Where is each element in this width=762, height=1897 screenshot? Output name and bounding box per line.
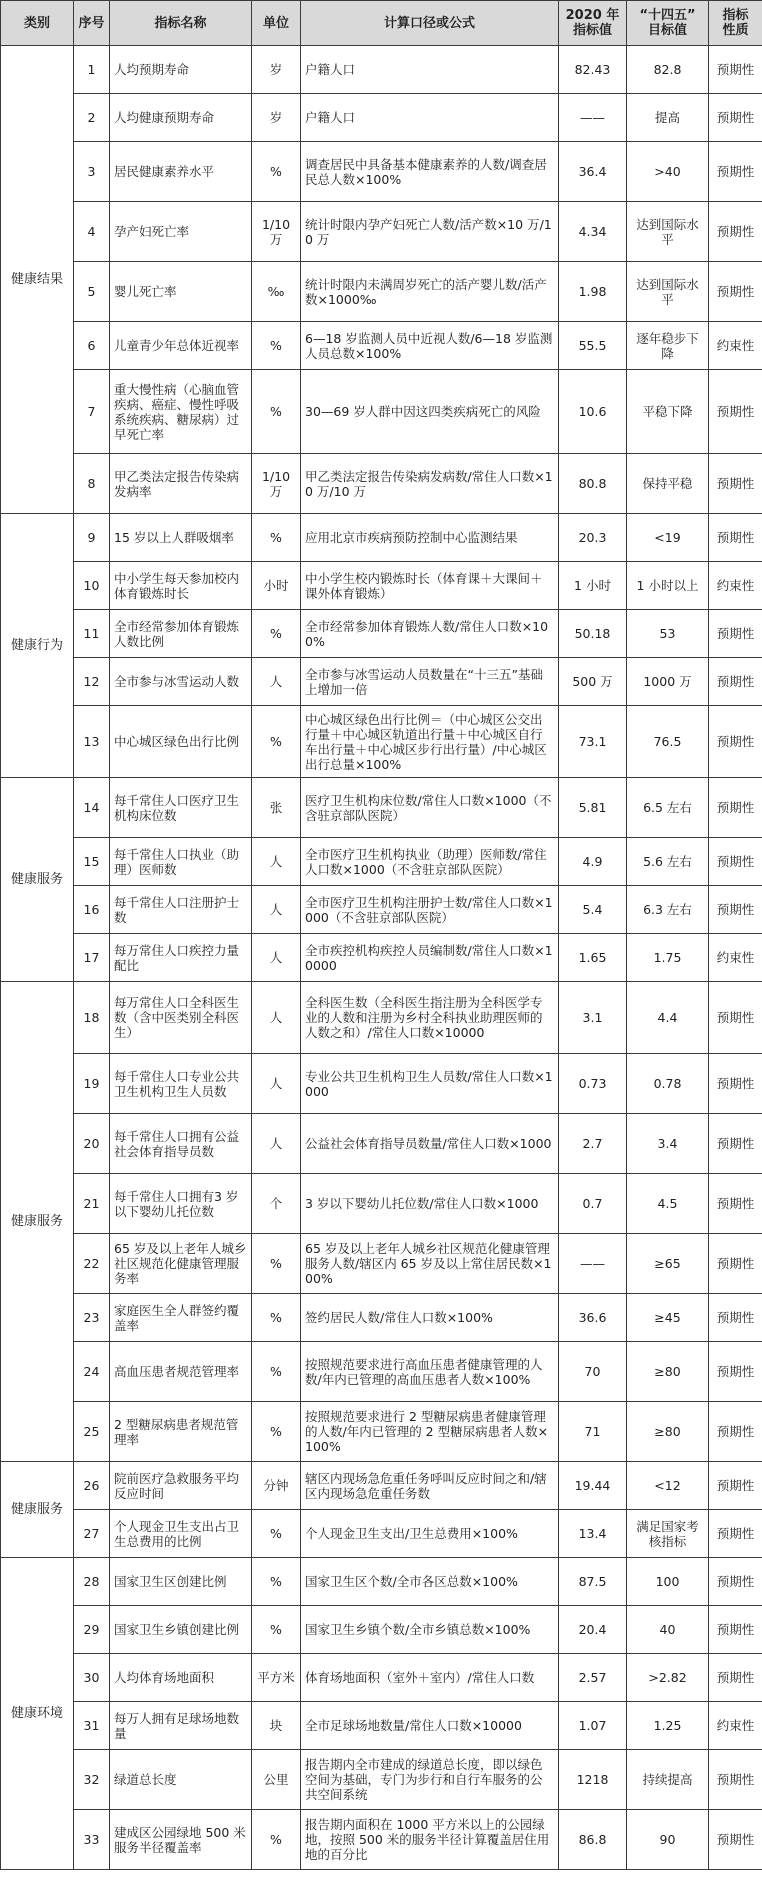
indicator-name-cell: 婴儿死亡率: [110, 262, 252, 322]
target-value-cell: 1.75: [627, 934, 709, 982]
indicator-name-cell: 每千常住人口专业公共卫生机构卫生人员数: [110, 1054, 252, 1114]
header-name: 指标名称: [110, 1, 252, 46]
header-nature: 指标 性质: [709, 1, 762, 46]
table-row: [1, 1174, 762, 1234]
value-2020-cell: 1.07: [559, 1702, 627, 1750]
table-row: [1, 1750, 762, 1810]
row-number-cell: 3: [74, 142, 110, 202]
value-2020-cell: 82.43: [559, 46, 627, 94]
unit-cell: %: [252, 1294, 301, 1342]
category-cell: 健康行为: [1, 514, 74, 778]
value-2020-cell: 71: [559, 1402, 627, 1462]
row-number-cell: 7: [74, 370, 110, 454]
table-row: [1, 262, 762, 322]
target-value-cell: <12: [627, 1462, 709, 1510]
value-2020-cell: 0.73: [559, 1054, 627, 1114]
nature-cell: 预期性: [709, 1402, 762, 1462]
indicator-name-cell: 居民健康素养水平: [110, 142, 252, 202]
header-no: 序号: [74, 1, 110, 46]
table-row: [1, 778, 762, 838]
unit-cell: %: [252, 1510, 301, 1558]
row-number-cell: 22: [74, 1234, 110, 1294]
formula-cell: 30—69 岁人群中因这四类疾病死亡的风险: [301, 370, 559, 454]
row-number-cell: 28: [74, 1558, 110, 1606]
header-formula: 计算口径或公式: [301, 1, 559, 46]
unit-cell: 岁: [252, 94, 301, 142]
indicator-name-cell: 国家卫生乡镇创建比例: [110, 1606, 252, 1654]
nature-cell: 预期性: [709, 1750, 762, 1810]
target-value-cell: 90: [627, 1810, 709, 1870]
target-value-cell: 持续提高: [627, 1750, 709, 1810]
category-cell: 健康服务: [1, 778, 74, 982]
indicator-name-cell: 人均健康预期寿命: [110, 94, 252, 142]
target-value-cell: 1000 万: [627, 658, 709, 706]
unit-cell: 公里: [252, 1750, 301, 1810]
target-value-cell: 平稳下降: [627, 370, 709, 454]
formula-cell: 统计时限内未满周岁死亡的活产婴儿数/活产数×1000‰: [301, 262, 559, 322]
row-number-cell: 20: [74, 1114, 110, 1174]
value-2020-cell: 87.5: [559, 1558, 627, 1606]
table-row: [1, 202, 762, 262]
target-value-cell: 1.25: [627, 1702, 709, 1750]
table-row: [1, 514, 762, 562]
table-row: [1, 454, 762, 514]
row-number-cell: 33: [74, 1810, 110, 1870]
indicator-name-cell: 中心城区绿色出行比例: [110, 706, 252, 778]
formula-cell: 中小学生校内锻炼时长（体育课＋大课间＋课外体育锻炼）: [301, 562, 559, 610]
header-category: 类别: [1, 1, 74, 46]
value-2020-cell: 36.6: [559, 1294, 627, 1342]
row-number-cell: 18: [74, 982, 110, 1054]
indicator-name-cell: 甲乙类法定报告传染病发病率: [110, 454, 252, 514]
formula-cell: 调查居民中具备基本健康素养的人数/调查居民总人数×100%: [301, 142, 559, 202]
value-2020-cell: 70: [559, 1342, 627, 1402]
target-value-cell: 达到国际水平: [627, 262, 709, 322]
nature-cell: 预期性: [709, 1114, 762, 1174]
table-row: [1, 886, 762, 934]
formula-cell: 医疗卫生机构床位数/常住人口数×1000（不含驻京部队医院）: [301, 778, 559, 838]
value-2020-cell: ——: [559, 1234, 627, 1294]
nature-cell: 预期性: [709, 46, 762, 94]
value-2020-cell: 55.5: [559, 322, 627, 370]
indicator-name-cell: 2 型糖尿病患者规范管理率: [110, 1402, 252, 1462]
row-number-cell: 4: [74, 202, 110, 262]
table-row: [1, 370, 762, 454]
indicator-name-cell: 国家卫生区创建比例: [110, 1558, 252, 1606]
category-cell: 健康环境: [1, 1558, 74, 1870]
value-2020-cell: 0.7: [559, 1174, 627, 1234]
target-value-cell: <19: [627, 514, 709, 562]
value-2020-cell: 19.44: [559, 1462, 627, 1510]
formula-cell: 全市疾控机构疾控人员编制数/常住人口数×10000: [301, 934, 559, 982]
formula-cell: 中心城区绿色出行比例＝（中心城区公交出行量＋中心城区轨道出行量＋中心城区自行车出行量＋中心城区步行出行量）/中心城区出行总量×100%: [301, 706, 559, 778]
nature-cell: 预期性: [709, 94, 762, 142]
indicator-name-cell: 每万常住人口疾控力量配比: [110, 934, 252, 982]
row-number-cell: 1: [74, 46, 110, 94]
category-cell: 健康结果: [1, 46, 74, 514]
table-row: [1, 1114, 762, 1174]
table-row: [1, 562, 762, 610]
formula-cell: 公益社会体育指导员数量/常住人口数×1000: [301, 1114, 559, 1174]
indicator-name-cell: 高血压患者规范管理率: [110, 1342, 252, 1402]
indicator-name-cell: 15 岁以上人群吸烟率: [110, 514, 252, 562]
unit-cell: 人: [252, 838, 301, 886]
value-2020-cell: 5.4: [559, 886, 627, 934]
row-number-cell: 16: [74, 886, 110, 934]
value-2020-cell: 73.1: [559, 706, 627, 778]
table-row: [1, 1462, 762, 1510]
nature-cell: 预期性: [709, 1174, 762, 1234]
value-2020-cell: 1.65: [559, 934, 627, 982]
value-2020-cell: 1.98: [559, 262, 627, 322]
unit-cell: %: [252, 1342, 301, 1402]
indicator-name-cell: 个人现金卫生支出占卫生总费用的比例: [110, 1510, 252, 1558]
target-value-cell: >40: [627, 142, 709, 202]
formula-cell: 应用北京市疾病预防控制中心监测结果: [301, 514, 559, 562]
table-row: [1, 142, 762, 202]
nature-cell: 约束性: [709, 934, 762, 982]
formula-cell: 全科医生数（全科医生指注册为全科医学专业的人数和注册为乡村全科执业助理医师的人数之和）/常住人口数×10000: [301, 982, 559, 1054]
formula-cell: 按照规范要求进行 2 型糖尿病患者健康管理的人数/年内已管理的 2 型糖尿病患者人数×100%: [301, 1402, 559, 1462]
row-number-cell: 21: [74, 1174, 110, 1234]
row-number-cell: 27: [74, 1510, 110, 1558]
indicator-name-cell: 每千常住人口执业（助理）医师数: [110, 838, 252, 886]
formula-cell: 报告期内面积在 1000 平方米以上的公园绿地，按照 500 米的服务半径计算覆盖居住用地的百分比: [301, 1810, 559, 1870]
table-row: [1, 1234, 762, 1294]
table-header-row: [1, 1, 762, 46]
formula-cell: 个人现金卫生支出/卫生总费用×100%: [301, 1510, 559, 1558]
nature-cell: 预期性: [709, 202, 762, 262]
target-value-cell: 4.4: [627, 982, 709, 1054]
table-row: [1, 982, 762, 1054]
indicator-name-cell: 重大慢性病（心脑血管疾病、癌症、慢性呼吸系统疾病、糖尿病）过早死亡率: [110, 370, 252, 454]
nature-cell: 预期性: [709, 1558, 762, 1606]
row-number-cell: 32: [74, 1750, 110, 1810]
row-number-cell: 12: [74, 658, 110, 706]
unit-cell: 1/10 万: [252, 202, 301, 262]
value-2020-cell: ——: [559, 94, 627, 142]
indicator-name-cell: 每千常住人口注册护士数: [110, 886, 252, 934]
value-2020-cell: 10.6: [559, 370, 627, 454]
nature-cell: 预期性: [709, 1342, 762, 1402]
formula-cell: 全市足球场地数量/常住人口数×10000: [301, 1702, 559, 1750]
target-value-cell: 满足国家考核指标: [627, 1510, 709, 1558]
value-2020-cell: 4.34: [559, 202, 627, 262]
formula-cell: 国家卫生区个数/全市各区总数×100%: [301, 1558, 559, 1606]
unit-cell: 人: [252, 658, 301, 706]
value-2020-cell: 20.4: [559, 1606, 627, 1654]
table-row: [1, 1558, 762, 1606]
formula-cell: 按照规范要求进行高血压患者健康管理的人数/年内已管理的高血压患者人数×100%: [301, 1342, 559, 1402]
value-2020-cell: 50.18: [559, 610, 627, 658]
formula-cell: 全市参与冰雪运动人员数量在“十三五”基础上增加一倍: [301, 658, 559, 706]
nature-cell: 预期性: [709, 262, 762, 322]
category-cell: 健康服务: [1, 1462, 74, 1558]
table-row: [1, 1654, 762, 1702]
unit-cell: 人: [252, 934, 301, 982]
row-number-cell: 5: [74, 262, 110, 322]
unit-cell: 人: [252, 982, 301, 1054]
row-number-cell: 23: [74, 1294, 110, 1342]
target-value-cell: >2.82: [627, 1654, 709, 1702]
indicator-name-cell: 建成区公园绿地 500 米服务半径覆盖率: [110, 1810, 252, 1870]
nature-cell: 预期性: [709, 658, 762, 706]
indicator-name-cell: 每万常住人口全科医生数（含中医类别全科医生）: [110, 982, 252, 1054]
row-number-cell: 15: [74, 838, 110, 886]
nature-cell: 预期性: [709, 838, 762, 886]
target-value-cell: 6.3 左右: [627, 886, 709, 934]
value-2020-cell: 13.4: [559, 1510, 627, 1558]
formula-cell: 报告期内全市建成的绿道总长度，即以绿色空间为基础，专门为步行和自行车服务的公共空间系统: [301, 1750, 559, 1810]
indicator-name-cell: 每千常住人口拥有公益社会体育指导员数: [110, 1114, 252, 1174]
unit-cell: 人: [252, 1054, 301, 1114]
unit-cell: %: [252, 706, 301, 778]
unit-cell: 块: [252, 1702, 301, 1750]
formula-cell: 国家卫生乡镇个数/全市乡镇总数×100%: [301, 1606, 559, 1654]
unit-cell: %: [252, 610, 301, 658]
row-number-cell: 17: [74, 934, 110, 982]
value-2020-cell: 36.4: [559, 142, 627, 202]
target-value-cell: 达到国际水平: [627, 202, 709, 262]
table-row: [1, 706, 762, 778]
target-value-cell: 82.8: [627, 46, 709, 94]
indicator-name-cell: 人均预期寿命: [110, 46, 252, 94]
header-target: “十四五” 目标值: [627, 1, 709, 46]
unit-cell: %: [252, 1810, 301, 1870]
target-value-cell: 提高: [627, 94, 709, 142]
unit-cell: 个: [252, 1174, 301, 1234]
row-number-cell: 29: [74, 1606, 110, 1654]
indicator-name-cell: 儿童青少年总体近视率: [110, 322, 252, 370]
row-number-cell: 13: [74, 706, 110, 778]
table-row: [1, 46, 762, 94]
unit-cell: %: [252, 1606, 301, 1654]
indicator-name-cell: 家庭医生全人群签约覆盖率: [110, 1294, 252, 1342]
value-2020-cell: 80.8: [559, 454, 627, 514]
formula-cell: 3 岁以下婴幼儿托位数/常住人口数×1000: [301, 1174, 559, 1234]
nature-cell: 预期性: [709, 778, 762, 838]
nature-cell: 约束性: [709, 562, 762, 610]
row-number-cell: 30: [74, 1654, 110, 1702]
target-value-cell: 76.5: [627, 706, 709, 778]
target-value-cell: ≥80: [627, 1342, 709, 1402]
target-value-cell: 40: [627, 1606, 709, 1654]
indicator-name-cell: 院前医疗急救服务平均反应时间: [110, 1462, 252, 1510]
formula-cell: 全市经常参加体育锻炼人数/常住人口数×100%: [301, 610, 559, 658]
row-number-cell: 11: [74, 610, 110, 658]
unit-cell: %: [252, 142, 301, 202]
indicator-name-cell: 全市参与冰雪运动人数: [110, 658, 252, 706]
value-2020-cell: 500 万: [559, 658, 627, 706]
nature-cell: 预期性: [709, 370, 762, 454]
table-row: [1, 1294, 762, 1342]
table-body: [1, 46, 762, 1870]
row-number-cell: 10: [74, 562, 110, 610]
formula-cell: 甲乙类法定报告传染病发病数/常住人口数×10 万/10 万: [301, 454, 559, 514]
nature-cell: 约束性: [709, 322, 762, 370]
table-row: [1, 838, 762, 886]
unit-cell: %: [252, 514, 301, 562]
nature-cell: 预期性: [709, 1510, 762, 1558]
nature-cell: 预期性: [709, 1462, 762, 1510]
table-row: [1, 1810, 762, 1870]
formula-cell: 65 岁及以上老年人城乡社区规范化健康管理服务人数/辖区内 65 岁及以上常住居民数×100%: [301, 1234, 559, 1294]
nature-cell: 约束性: [709, 1702, 762, 1750]
nature-cell: 预期性: [709, 454, 762, 514]
indicator-name-cell: 人均体育场地面积: [110, 1654, 252, 1702]
target-value-cell: 6.5 左右: [627, 778, 709, 838]
row-number-cell: 24: [74, 1342, 110, 1402]
unit-cell: 平方米: [252, 1654, 301, 1702]
unit-cell: %: [252, 370, 301, 454]
table-row: [1, 1702, 762, 1750]
formula-cell: 辖区内现场急危重任务呼叫反应时间之和/辖区内现场急危重任务数: [301, 1462, 559, 1510]
target-value-cell: 1 小时以上: [627, 562, 709, 610]
row-number-cell: 6: [74, 322, 110, 370]
nature-cell: 预期性: [709, 1810, 762, 1870]
target-value-cell: ≥45: [627, 1294, 709, 1342]
indicator-name-cell: 孕产妇死亡率: [110, 202, 252, 262]
unit-cell: ‰: [252, 262, 301, 322]
table-row: [1, 1342, 762, 1402]
formula-cell: 全市医疗卫生机构注册护士数/常住人口数×1000（不含驻京部队医院）: [301, 886, 559, 934]
table-row: [1, 934, 762, 982]
value-2020-cell: 3.1: [559, 982, 627, 1054]
nature-cell: 预期性: [709, 1234, 762, 1294]
unit-cell: 1/10 万: [252, 454, 301, 514]
unit-cell: 分钟: [252, 1462, 301, 1510]
row-number-cell: 8: [74, 454, 110, 514]
row-number-cell: 31: [74, 1702, 110, 1750]
header-value-2020: 2020 年 指标值: [559, 1, 627, 46]
unit-cell: %: [252, 1558, 301, 1606]
table-row: [1, 94, 762, 142]
nature-cell: 预期性: [709, 514, 762, 562]
nature-cell: 预期性: [709, 706, 762, 778]
category-cell: 健康服务: [1, 982, 74, 1462]
table-row: [1, 322, 762, 370]
nature-cell: 预期性: [709, 1606, 762, 1654]
value-2020-cell: 2.7: [559, 1114, 627, 1174]
value-2020-cell: 1218: [559, 1750, 627, 1810]
row-number-cell: 26: [74, 1462, 110, 1510]
formula-cell: 户籍人口: [301, 94, 559, 142]
unit-cell: 人: [252, 886, 301, 934]
table-row: [1, 1054, 762, 1114]
target-value-cell: 保持平稳: [627, 454, 709, 514]
table-row: [1, 1402, 762, 1462]
formula-cell: 体育场地面积（室外＋室内）/常住人口数: [301, 1654, 559, 1702]
row-number-cell: 14: [74, 778, 110, 838]
value-2020-cell: 20.3: [559, 514, 627, 562]
target-value-cell: 100: [627, 1558, 709, 1606]
formula-cell: 户籍人口: [301, 46, 559, 94]
target-value-cell: 53: [627, 610, 709, 658]
unit-cell: 张: [252, 778, 301, 838]
indicator-name-cell: 每千常住人口拥有3 岁以下婴幼儿托位数: [110, 1174, 252, 1234]
row-number-cell: 25: [74, 1402, 110, 1462]
target-value-cell: 5.6 左右: [627, 838, 709, 886]
unit-cell: %: [252, 1234, 301, 1294]
indicator-name-cell: 65 岁及以上老年人城乡社区规范化健康管理服务率: [110, 1234, 252, 1294]
nature-cell: 预期性: [709, 610, 762, 658]
value-2020-cell: 5.81: [559, 778, 627, 838]
row-number-cell: 2: [74, 94, 110, 142]
indicator-name-cell: 每万人拥有足球场地数量: [110, 1702, 252, 1750]
target-value-cell: ≥80: [627, 1402, 709, 1462]
table-row: [1, 1606, 762, 1654]
indicator-name-cell: 绿道总长度: [110, 1750, 252, 1810]
indicator-name-cell: 全市经常参加体育锻炼人数比例: [110, 610, 252, 658]
row-number-cell: 9: [74, 514, 110, 562]
nature-cell: 预期性: [709, 1654, 762, 1702]
value-2020-cell: 86.8: [559, 1810, 627, 1870]
target-value-cell: 逐年稳步下降: [627, 322, 709, 370]
row-number-cell: 19: [74, 1054, 110, 1114]
nature-cell: 预期性: [709, 886, 762, 934]
unit-cell: %: [252, 322, 301, 370]
target-value-cell: 3.4: [627, 1114, 709, 1174]
formula-cell: 全市医疗卫生机构执业（助理）医师数/常住人口数×1000（不含驻京部队医院）: [301, 838, 559, 886]
formula-cell: 签约居民人数/常住人口数×100%: [301, 1294, 559, 1342]
unit-cell: 小时: [252, 562, 301, 610]
value-2020-cell: 2.57: [559, 1654, 627, 1702]
target-value-cell: 0.78: [627, 1054, 709, 1114]
formula-cell: 统计时限内孕产妇死亡人数/活产数×10 万/10 万: [301, 202, 559, 262]
formula-cell: 专业公共卫生机构卫生人员数/常住人口数×1000: [301, 1054, 559, 1114]
nature-cell: 预期性: [709, 1054, 762, 1114]
indicator-name-cell: 每千常住人口医疗卫生机构床位数: [110, 778, 252, 838]
nature-cell: 预期性: [709, 1294, 762, 1342]
target-value-cell: 4.5: [627, 1174, 709, 1234]
unit-cell: 岁: [252, 46, 301, 94]
nature-cell: 预期性: [709, 982, 762, 1054]
unit-cell: 人: [252, 1114, 301, 1174]
value-2020-cell: 4.9: [559, 838, 627, 886]
indicator-name-cell: 中小学生每天参加校内体育锻炼时长: [110, 562, 252, 610]
table-row: [1, 658, 762, 706]
target-value-cell: ≥65: [627, 1234, 709, 1294]
table-row: [1, 1510, 762, 1558]
header-unit: 单位: [252, 1, 301, 46]
value-2020-cell: 1 小时: [559, 562, 627, 610]
unit-cell: %: [252, 1402, 301, 1462]
table-row: [1, 610, 762, 658]
nature-cell: 预期性: [709, 142, 762, 202]
formula-cell: 6—18 岁监测人员中近视人数/6—18 岁监测人员总数×100%: [301, 322, 559, 370]
